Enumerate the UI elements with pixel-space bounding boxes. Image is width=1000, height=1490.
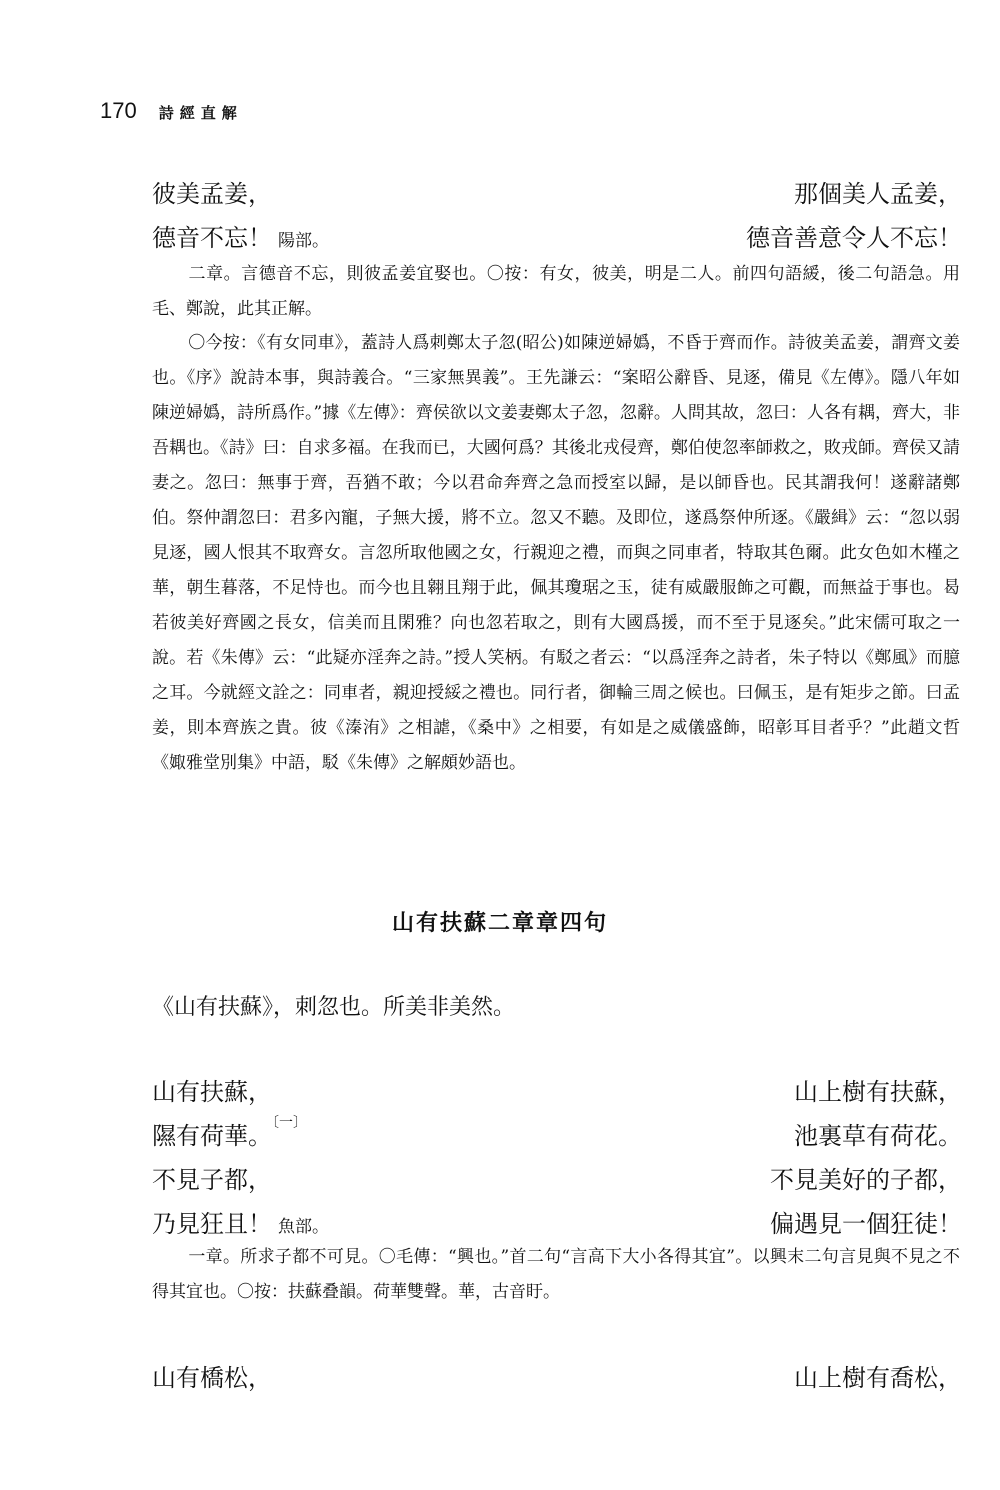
verse-original-text: 彼美孟姜，: [152, 180, 272, 208]
verse-line: [152, 1160, 962, 1195]
verse-translation: 偏遇見一個狂徒！: [770, 1210, 962, 1238]
verse-original-text: 山有扶蘇，: [152, 1078, 272, 1106]
commentary-paragraph: [152, 326, 960, 781]
verse-original: [152, 1072, 272, 1107]
section-title: 山有扶蘇二章章四句: [391, 911, 608, 936]
verse-original-text: 德音不忘！: [152, 224, 272, 252]
page-number: 170: [100, 98, 137, 123]
verse-original-text: 乃見狂且！: [152, 1210, 272, 1238]
rhyme-group: 魚部。: [278, 1217, 329, 1237]
verse-original: [152, 174, 272, 209]
verse-line: [152, 174, 962, 209]
running-head: [100, 98, 243, 124]
verse-translation: 不見美好的子都，: [770, 1166, 962, 1194]
verse-translation: 池裏草有荷花。: [794, 1122, 962, 1150]
verse-line: [152, 1204, 962, 1239]
book-title: 詩經直解: [158, 104, 243, 122]
commentary-paragraph: [152, 1240, 960, 1310]
verse-line: [152, 1116, 962, 1151]
verse-original: [152, 1116, 307, 1151]
poem-preface: 《山有扶蘇》，刺忽也。所美非美然。: [152, 995, 516, 1020]
commentary-text: 〇今按：《有女同車》，蓋詩人爲刺鄭太子忽(昭公)如陳逆婦嬀，不昏于齊而作。詩彼美孟姜，謂齊文姜也。《序》說詩本事，與詩義合。“三家無異義”。王先謙云：“案昭公辭昏、見逐，備見《左傳》。隱八年如陳逆婦嬀，詩所爲作。”據《左傳》：齊侯欲以文姜妻鄭太子忽，忽辭。人問其故，忽曰：人各有耦，齊大，非吾耦也。《詩》曰：自求多福。在我而已，大國何爲？其後北戎侵齊，鄭伯使忽率師救之，敗戎師。齊侯又請妻之。忽曰：無事于齊，吾猶不敢；今以君命奔齊之急而授室以歸，是以師昏也。民其謂我何！遂辭諸鄭伯。祭仲謂忽曰：君多內寵，子無大援，將不立。忽又不聽。及即位，遂爲祭仲所逐。《嚴緝》云：“忽以弱見逐，國人恨其不取齊女。言忽所取他國之女，行親迎之禮，而與之同車者，特取其色爾。此女色如木槿之華，朝生暮落，不足恃也。而今也且翱且翔于此，佩其瓊琚之玉，徒有威嚴服飾之可觀，而無益于事也。曷若彼美好齊國之長女，信美而且閑雅？向也忽若取之，則有大國爲援，而不至于見逐矣。”此宋儒可取之一說。若《朱傳》云：“此疑亦淫奔之詩。”授人笑柄。有駁之者云：“以爲淫奔之詩者，朱子特以《鄭風》而臆之耳。今就經文詮之：同車者，親迎授綏之禮也。同行者，御輪三周之候也。曰佩玉，是有矩步之節。曰孟姜，則本齊族之貴。彼《溱洧》之相謔，《桑中》之相要，有如是之威儀盛飾，昭彰耳目者乎？”此趙文哲《娵雅堂別集》中語，駁《朱傳》之解頗妙語也。: [152, 333, 960, 773]
verse-original: [152, 218, 329, 253]
verse-translation: 山上樹有扶蘇，: [794, 1078, 962, 1106]
rhyme-group: 陽部。: [278, 231, 329, 251]
verse-line: [152, 218, 962, 253]
commentary-text: 一章。所求子都不可見。〇毛傳：“興也。”首二句“言高下大小各得其宜”。以興末二句言見與不見之不得其宜也。〇按：扶蘇叠韻。荷華雙聲。華，古音盱。: [152, 1247, 960, 1302]
verse-original-text: 山有橋松，: [152, 1364, 272, 1392]
verse-translation: 那個美人孟姜，: [794, 180, 962, 208]
commentary-paragraph: [152, 257, 960, 327]
verse-original: [152, 1160, 272, 1195]
verse-original: [152, 1358, 272, 1393]
verse-original-text: 隰有荷華。: [152, 1122, 272, 1150]
verse-line: [152, 1358, 962, 1393]
verse-original-text: 不見子都，: [152, 1166, 272, 1194]
verse-translation: 德音善意令人不忘！: [746, 224, 962, 252]
note-reference: 〔一〕: [272, 1115, 307, 1131]
verse-original: [152, 1204, 329, 1239]
verse-line: [152, 1072, 962, 1107]
verse-translation: 山上樹有喬松，: [794, 1364, 962, 1392]
commentary-text: 二章。言德音不忘，則彼孟姜宜娶也。〇按：有女，彼美，明是二人。前四句語緩，後二句語急。用毛、鄭說，此其正解。: [152, 264, 960, 319]
